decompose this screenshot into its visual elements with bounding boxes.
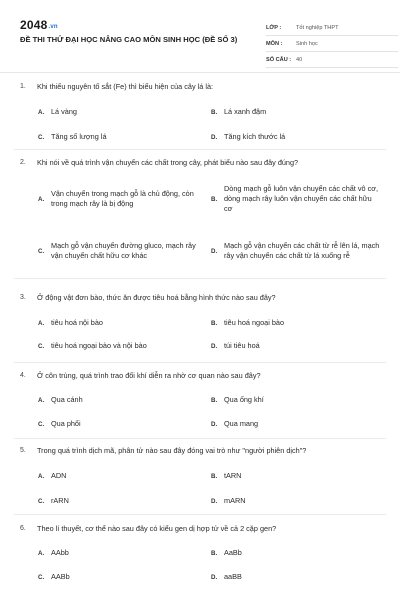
option-b[interactable]	[211, 548, 381, 558]
option-text: Qua ống khí	[224, 395, 264, 404]
question-divider	[14, 438, 386, 439]
option-c[interactable]	[38, 496, 204, 506]
meta-row-subject	[266, 36, 398, 52]
question-stem	[20, 446, 380, 456]
meta-key: LỚP :	[266, 24, 282, 31]
header-divider	[0, 72, 400, 73]
option-letter: B.	[211, 549, 218, 557]
option-text: Mạch gỗ vận chuyển các chất từ rễ lên lá, mạch rây vận chuyển các chất từ lá xuống rễ	[224, 241, 380, 260]
option-text: Mạch gỗ vận chuyển đường gluco, mạch rây vận chuyển chất hữu cơ khác	[51, 241, 196, 260]
option-b[interactable]	[211, 395, 381, 405]
option-b[interactable]	[211, 107, 381, 117]
question-text: Theo lí thuyết, cơ thể nào sau đây có kiểu gen dị hợp tử về cả 2 cặp gen?	[37, 524, 277, 533]
question-number: 4.	[20, 372, 26, 379]
option-d[interactable]	[211, 572, 381, 582]
option-letter: B.	[211, 472, 218, 480]
option-b[interactable]	[211, 471, 381, 481]
option-text: Qua cánh	[51, 395, 83, 404]
option-text: tiêu hoá nội bào	[51, 318, 103, 327]
option-c[interactable]	[38, 341, 204, 351]
option-text: AABb	[51, 572, 70, 581]
option-letter: B.	[211, 108, 218, 116]
option-d[interactable]	[211, 419, 381, 429]
option-d[interactable]	[211, 132, 381, 142]
option-letter: D.	[211, 420, 218, 428]
option-text: aaBB	[224, 572, 242, 581]
option-d[interactable]	[211, 341, 381, 351]
option-text: tiêu hoá ngoại bào	[224, 318, 285, 327]
option-text: Lá xanh đậm	[224, 107, 267, 116]
option-text: Lá vàng	[51, 107, 77, 116]
question-text: Ở côn trùng, quá trình trao đổi khí diễn ra nhờ cơ quan nào sau đây?	[37, 371, 261, 380]
question-stem	[20, 293, 380, 303]
option-c[interactable]	[38, 419, 204, 429]
meta-key: MÔN :	[266, 40, 283, 47]
meta-row-count	[266, 52, 398, 68]
site-logo[interactable]	[20, 18, 58, 32]
option-d[interactable]	[211, 231, 381, 271]
option-letter: A.	[38, 195, 45, 203]
option-letter: C.	[38, 420, 45, 428]
option-a[interactable]	[38, 548, 204, 558]
logo-tld: .vn	[48, 24, 58, 30]
option-letter: C.	[38, 133, 45, 141]
exam-title: ĐỀ THI THỬ ĐẠI HỌC NÂNG CAO MÔN SINH HỌC (ĐỀ SỐ 3)	[20, 35, 238, 44]
option-letter: B.	[211, 319, 218, 327]
option-text: AaBb	[224, 548, 242, 557]
option-letter: D.	[211, 247, 218, 255]
question-number: 3.	[20, 294, 26, 301]
option-text: rARN	[51, 496, 69, 505]
question-text: Ở động vật đơn bào, thức ăn được tiêu hoá bằng hình thức nào sau đây?	[37, 293, 276, 302]
option-text: mARN	[224, 496, 246, 505]
option-text: túi tiêu hoá	[224, 341, 260, 350]
question-text: Khi nói về quá trình vận chuyển các chất trong cây, phát biểu nào sau đây đúng?	[37, 158, 299, 167]
option-letter: D.	[211, 133, 218, 141]
option-text: Tăng số lượng lá	[51, 132, 107, 141]
option-a[interactable]	[38, 318, 204, 328]
question-number: 5.	[20, 447, 26, 454]
option-letter: D.	[211, 497, 218, 505]
option-text: Dòng mạch gỗ luôn vận chuyển các chất vô cơ, dòng mạch rây luôn vận chuyển các chất hữu cơ	[224, 184, 379, 213]
meta-value: Tốt nghiệp THPT	[296, 24, 339, 31]
option-letter: D.	[211, 573, 218, 581]
question-divider	[14, 149, 386, 150]
question-text: Trong quá trình dịch mã, phân tử nào sau đây đóng vai trò như "người phiên dịch"?	[37, 446, 307, 455]
option-letter: A.	[38, 319, 45, 327]
option-a[interactable]	[38, 107, 198, 117]
option-b[interactable]	[211, 177, 381, 221]
option-text: tARN	[224, 471, 242, 480]
option-text: ADN	[51, 471, 67, 480]
option-letter: C.	[38, 497, 45, 505]
option-a[interactable]	[38, 471, 204, 481]
option-text: tiêu hoá ngoại bào và nội bào	[51, 341, 147, 350]
option-text: AAbb	[51, 548, 69, 557]
question-divider	[14, 514, 386, 515]
option-letter: C.	[38, 573, 45, 581]
question-number: 2.	[20, 159, 26, 166]
question-divider	[14, 362, 386, 363]
option-b[interactable]	[211, 318, 381, 328]
question-text: Khi thiếu nguyên tố sắt (Fe) thì biểu hiện của cây lá là:	[37, 82, 214, 91]
option-text: Qua phổi	[51, 419, 81, 428]
meta-value: 40	[296, 56, 303, 63]
question-divider	[14, 278, 386, 279]
option-c[interactable]	[38, 132, 198, 142]
meta-key: SỐ CÂU :	[266, 56, 292, 63]
question-number: 1.	[20, 83, 26, 90]
meta-row-class	[266, 20, 398, 36]
option-letter: A.	[38, 108, 45, 116]
question-stem	[20, 524, 380, 534]
option-letter: A.	[38, 396, 45, 404]
exam-meta	[266, 20, 398, 68]
option-c[interactable]	[38, 231, 204, 271]
option-letter: A.	[38, 472, 45, 480]
question-number: 6.	[20, 525, 26, 532]
option-a[interactable]	[38, 182, 204, 216]
meta-value: Sinh học	[296, 40, 318, 47]
option-letter: C.	[38, 342, 45, 350]
option-text: Qua mang	[224, 419, 259, 428]
option-a[interactable]	[38, 395, 204, 405]
exam-header	[14, 14, 386, 72]
option-c[interactable]	[38, 572, 204, 582]
logo-text: 2048	[20, 18, 48, 32]
question-stem	[20, 371, 380, 381]
question-stem	[20, 82, 380, 92]
option-text: Tăng kích thước lá	[224, 132, 286, 141]
option-letter: B.	[211, 195, 218, 203]
option-letter: B.	[211, 396, 218, 404]
option-d[interactable]	[211, 496, 381, 506]
question-stem	[20, 158, 380, 168]
option-letter: D.	[211, 342, 218, 350]
option-text: Vận chuyển trong mạch gỗ là chủ động, còn trong mạch rây là bị động	[51, 189, 194, 208]
option-letter: A.	[38, 549, 45, 557]
option-letter: C.	[38, 247, 45, 255]
